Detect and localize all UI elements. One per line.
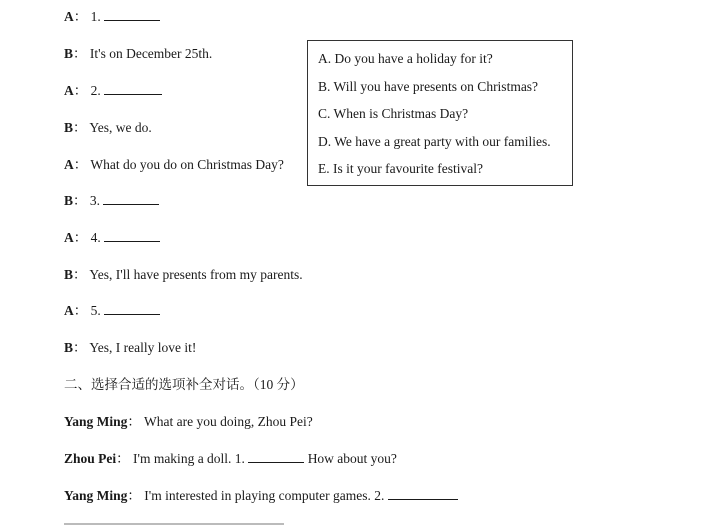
option-e: E. Is it your favourite festival? — [318, 161, 483, 176]
dialogue2-line-2 — [64, 450, 397, 468]
speaker-label: Yang Ming — [64, 488, 128, 503]
answer-blank-2-1[interactable] — [248, 450, 304, 463]
speaker-separator: ： — [73, 9, 88, 24]
dialogue-line-2 — [64, 45, 212, 63]
option-c: C. When is Christmas Day? — [318, 106, 469, 121]
option-d: D. We have a great party with our families. — [318, 134, 551, 149]
speaker-label: A — [64, 83, 74, 98]
line-text: Yes, we do. — [89, 120, 152, 135]
answer-blank-3[interactable] — [103, 192, 159, 205]
speaker-label: B — [64, 340, 74, 355]
speaker-separator: ： — [73, 230, 88, 245]
dialogue-line-6 — [64, 192, 159, 210]
speaker-label: B — [64, 120, 74, 135]
line-text: What do you do on Christmas Day? — [90, 157, 284, 172]
dialogue-line-1 — [64, 8, 160, 26]
answer-blank-2-2[interactable] — [388, 487, 458, 500]
options-box — [307, 40, 573, 186]
section-2-heading: 二、选择合适的选项补全对话。（10 分） — [64, 377, 304, 392]
option-a: A. Do you have a holiday for it? — [318, 51, 493, 66]
speaker-label: B — [64, 267, 74, 282]
answer-blank-5[interactable] — [104, 302, 160, 315]
speaker-separator: ： — [73, 193, 87, 208]
line-text: Yes, I'll have presents from my parents. — [89, 267, 303, 282]
speaker-label: A — [64, 303, 74, 318]
speaker-label: A — [64, 230, 74, 245]
dialogue-line-5 — [64, 156, 284, 174]
answer-blank-4[interactable] — [104, 229, 160, 242]
line-text: Yes, I really love it! — [89, 340, 197, 355]
speaker-separator: ： — [73, 340, 87, 355]
answer-blank-1[interactable] — [104, 8, 160, 21]
line-text: 5. — [90, 303, 101, 318]
line-text: 4. — [90, 230, 101, 245]
line-text: 3. — [89, 193, 101, 208]
cutoff-next-line — [64, 521, 284, 526]
speaker-separator: ： — [127, 488, 141, 503]
speaker-label: B — [64, 193, 74, 208]
dialogue2-line-3 — [64, 487, 458, 505]
speaker-label: B — [64, 46, 74, 61]
speaker-label: A — [64, 157, 74, 172]
dialogue2-line-1 — [64, 413, 313, 431]
speaker-separator: ： — [73, 157, 88, 172]
speaker-separator: ： — [73, 83, 88, 98]
line-text: I'm interested in playing computer games. 2. — [144, 488, 385, 503]
dialogue-line-9 — [64, 302, 160, 320]
line-text: What are you doing, Zhou Pei? — [144, 414, 313, 429]
line-text: 1. — [90, 9, 101, 24]
speaker-separator: ： — [116, 451, 130, 466]
speaker-label: Zhou Pei — [64, 451, 117, 466]
dialogue-line-8 — [64, 266, 303, 284]
speaker-label: Yang Ming — [64, 414, 128, 429]
line-text: It's on December 25th. — [89, 46, 213, 61]
dialogue-line-10 — [64, 339, 196, 357]
line-text-after: How about you? — [307, 451, 397, 466]
line-text: 2. — [90, 83, 101, 98]
option-b: B. Will you have presents on Christmas? — [318, 79, 539, 94]
speaker-separator: ： — [73, 267, 87, 282]
dialogue-line-3 — [64, 82, 162, 100]
speaker-separator: ： — [73, 46, 87, 61]
dialogue-line-7 — [64, 229, 160, 247]
speaker-separator: ： — [73, 303, 88, 318]
speaker-separator: ： — [127, 414, 141, 429]
answer-blank-2[interactable] — [104, 82, 162, 95]
dialogue-line-4 — [64, 119, 152, 137]
speaker-separator: ： — [73, 120, 87, 135]
speaker-label: A — [64, 9, 74, 24]
line-text: I'm making a doll. 1. — [133, 451, 245, 466]
